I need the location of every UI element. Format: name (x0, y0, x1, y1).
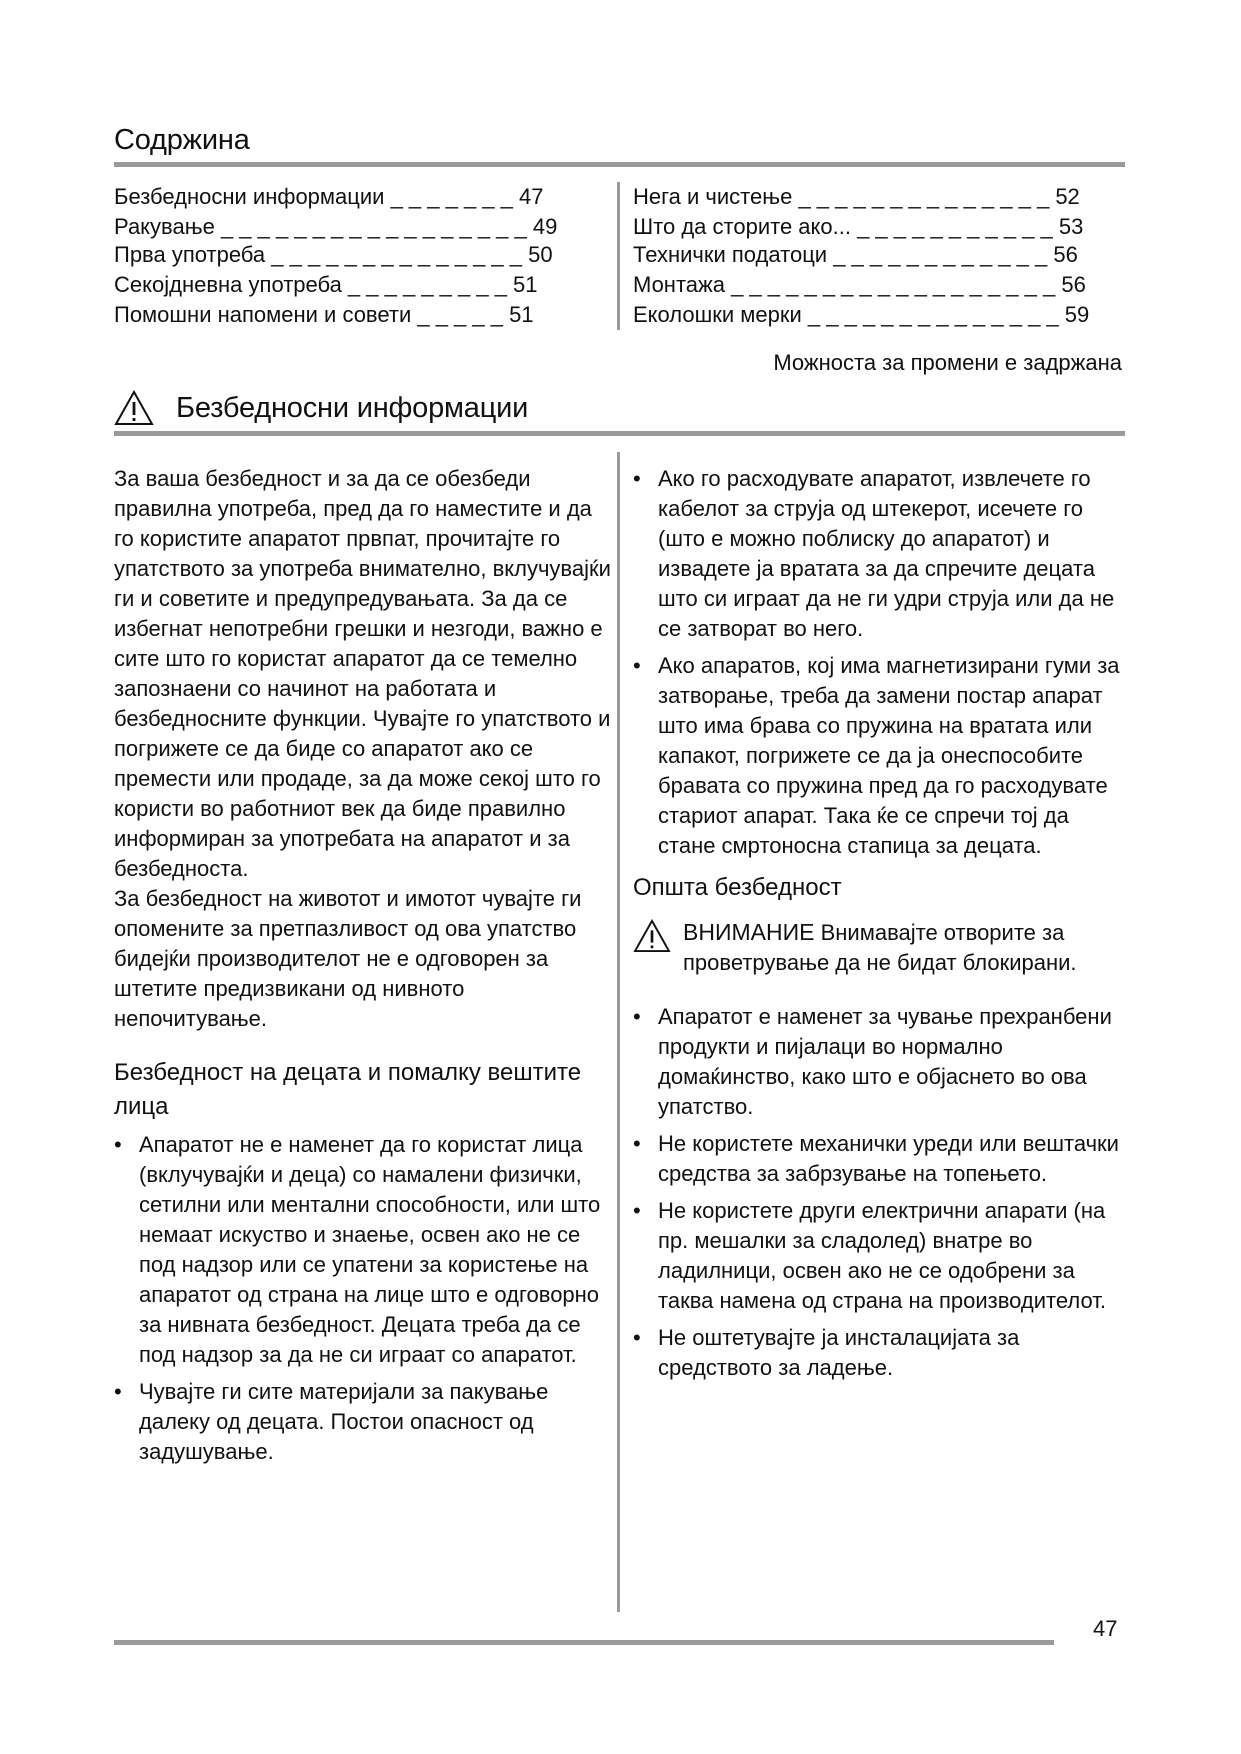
right-column (633, 464, 1128, 1390)
safety-heading (114, 390, 528, 426)
safety-title-rule (114, 431, 1125, 436)
toc-entry-daily-use[interactable]: Секојдневна употреба _ _ _ _ _ _ _ _ _ 51 (114, 272, 538, 297)
column-divider (617, 452, 620, 1612)
intro-paragraph: За ваша безбедност и за да се обезбеди правилна употреба, пред да го наместите и да го користите апаратот првпат, прочитајте го упатството за употреба внимателно, вклучувајќи ги и советите и предупредувањата. За да се избегнат непотребни грешки и незгоди, важно е сите што го користат апаратот да се темелно запознаени со начинот на работата и безбедносните функции. Чувајте го упатството и погрижете се да биде со апаратот ако се премести или продаде, за да може секој што го користи во работниот век да биде правилно информиран за употребата на апаратот и за безбедноста. (114, 466, 611, 881)
toc-entry-safety[interactable]: Безбедносни информации _ _ _ _ _ _ _ 47 (114, 184, 544, 209)
toc-entry-installation[interactable]: Монтажа _ _ _ _ _ _ _ _ _ _ _ _ _ _ _ _ _ _ 56 (633, 272, 1086, 297)
children-bullet-list (114, 1130, 614, 1467)
toc-entry-first-use[interactable]: Прва употреба _ _ _ _ _ _ _ _ _ _ _ _ _ _ 50 (114, 242, 553, 267)
warning-triangle-icon (114, 390, 154, 426)
toc-entry-handling[interactable]: Ракување _ _ _ _ _ _ _ _ _ _ _ _ _ _ _ _ _ 49 (114, 214, 558, 239)
toc-entry-hints[interactable]: Помошни напомени и совети _ _ _ _ _ 51 (114, 302, 534, 327)
left-column (114, 464, 614, 1474)
list-item: • Ако апаратов, кој има магнетизирани гуми за затворање, треба да замени постар апарат што има брава со пружина на вратата или капакот, погрижете се да ја онеспособите бравата со пружина пред да го расходувате стариот апарат. Така ќе се спречи тој да стане смртоносна стапица за децата. (633, 651, 1128, 861)
warning-block (633, 917, 1128, 978)
life-property-paragraph: За безбедност на животот и имотот чувајте ги опомените за претпазливост од ова упатство бидејќи производителот не е одговорен за штетите предизвикани од нивното непочитување. (114, 886, 582, 1031)
toc-title-rule (114, 162, 1125, 167)
toc-entry-environment[interactable]: Еколошки мерки _ _ _ _ _ _ _ _ _ _ _ _ _ _ 59 (633, 302, 1090, 327)
list-item: • Апаратот не е наменет да го користат лица (вклучувајќи и деца) со намалени физички, сетилни или ментални способности, или што немаат искуство и знаење, освен ако не се под надзор или се упатени за користење на апаратот од страна на лице што е одговорно за нивната безбедност. Децата треба да се под надзор за да не си играат со апаратот. (114, 1130, 614, 1370)
children-safety-heading: Безбедност на децата и помалку вештите лица (114, 1059, 582, 1120)
list-item: • Не користете механички уреди или вештачки средства за забрзување на топењето. (633, 1129, 1128, 1189)
toc-entry-troubleshooting[interactable]: Што да сторите ако... _ _ _ _ _ _ _ _ _ _ _ 53 (633, 214, 1084, 239)
change-reserve-note: Можноста за промени е задржана (773, 350, 1122, 375)
general-bullet-list (633, 1002, 1128, 1383)
toc-title: Содржина (114, 124, 250, 156)
toc-entry-care[interactable]: Нега и чистење _ _ _ _ _ _ _ _ _ _ _ _ _ _ 52 (633, 184, 1080, 209)
safety-title: Безбедносни информации (176, 391, 529, 424)
list-item: • Чувајте ги сите материјали за пакување далеку од децата. Постои опасност од задушување. (114, 1377, 614, 1467)
warning-label: ВНИМАНИЕ (683, 919, 815, 945)
page-number: 47 (1093, 1616, 1118, 1641)
list-item: • Апаратот е наменет за чување прехранбени продукти и пијалаци во нормално домаќинство, како што е објаснето во ова упатство. (633, 1002, 1128, 1122)
disposal-bullet-list (633, 464, 1128, 861)
warning-triangle-icon (633, 919, 671, 953)
toc-entry-technical-data[interactable]: Технички податоци _ _ _ _ _ _ _ _ _ _ _ _ 56 (633, 242, 1078, 267)
list-item: • Не оштетувајте ја инсталацијата за средството за ладење. (633, 1323, 1128, 1383)
footer-rule (114, 1640, 1054, 1645)
list-item: • Не користете други електрични апарати (на пр. мешалки за сладолед) внатре во ладилници, освен ако не се одобрени за таква намена од страна на производителот. (633, 1196, 1128, 1316)
general-safety-heading: Општа безбедност (633, 874, 842, 901)
warning-text: Внимавајте отворите за проветрување да не бидат блокирани. (683, 920, 1077, 975)
list-item: • Ако го расходувате апаратот, извлечете го кабелот за струја од штекерот, исечете го (што е можно поблиску до апаратот) и извадете ја вратата за да спречите децата што си играат да не ги удри струја или да не се затворат во него. (633, 464, 1128, 644)
toc-column-divider (617, 182, 620, 330)
